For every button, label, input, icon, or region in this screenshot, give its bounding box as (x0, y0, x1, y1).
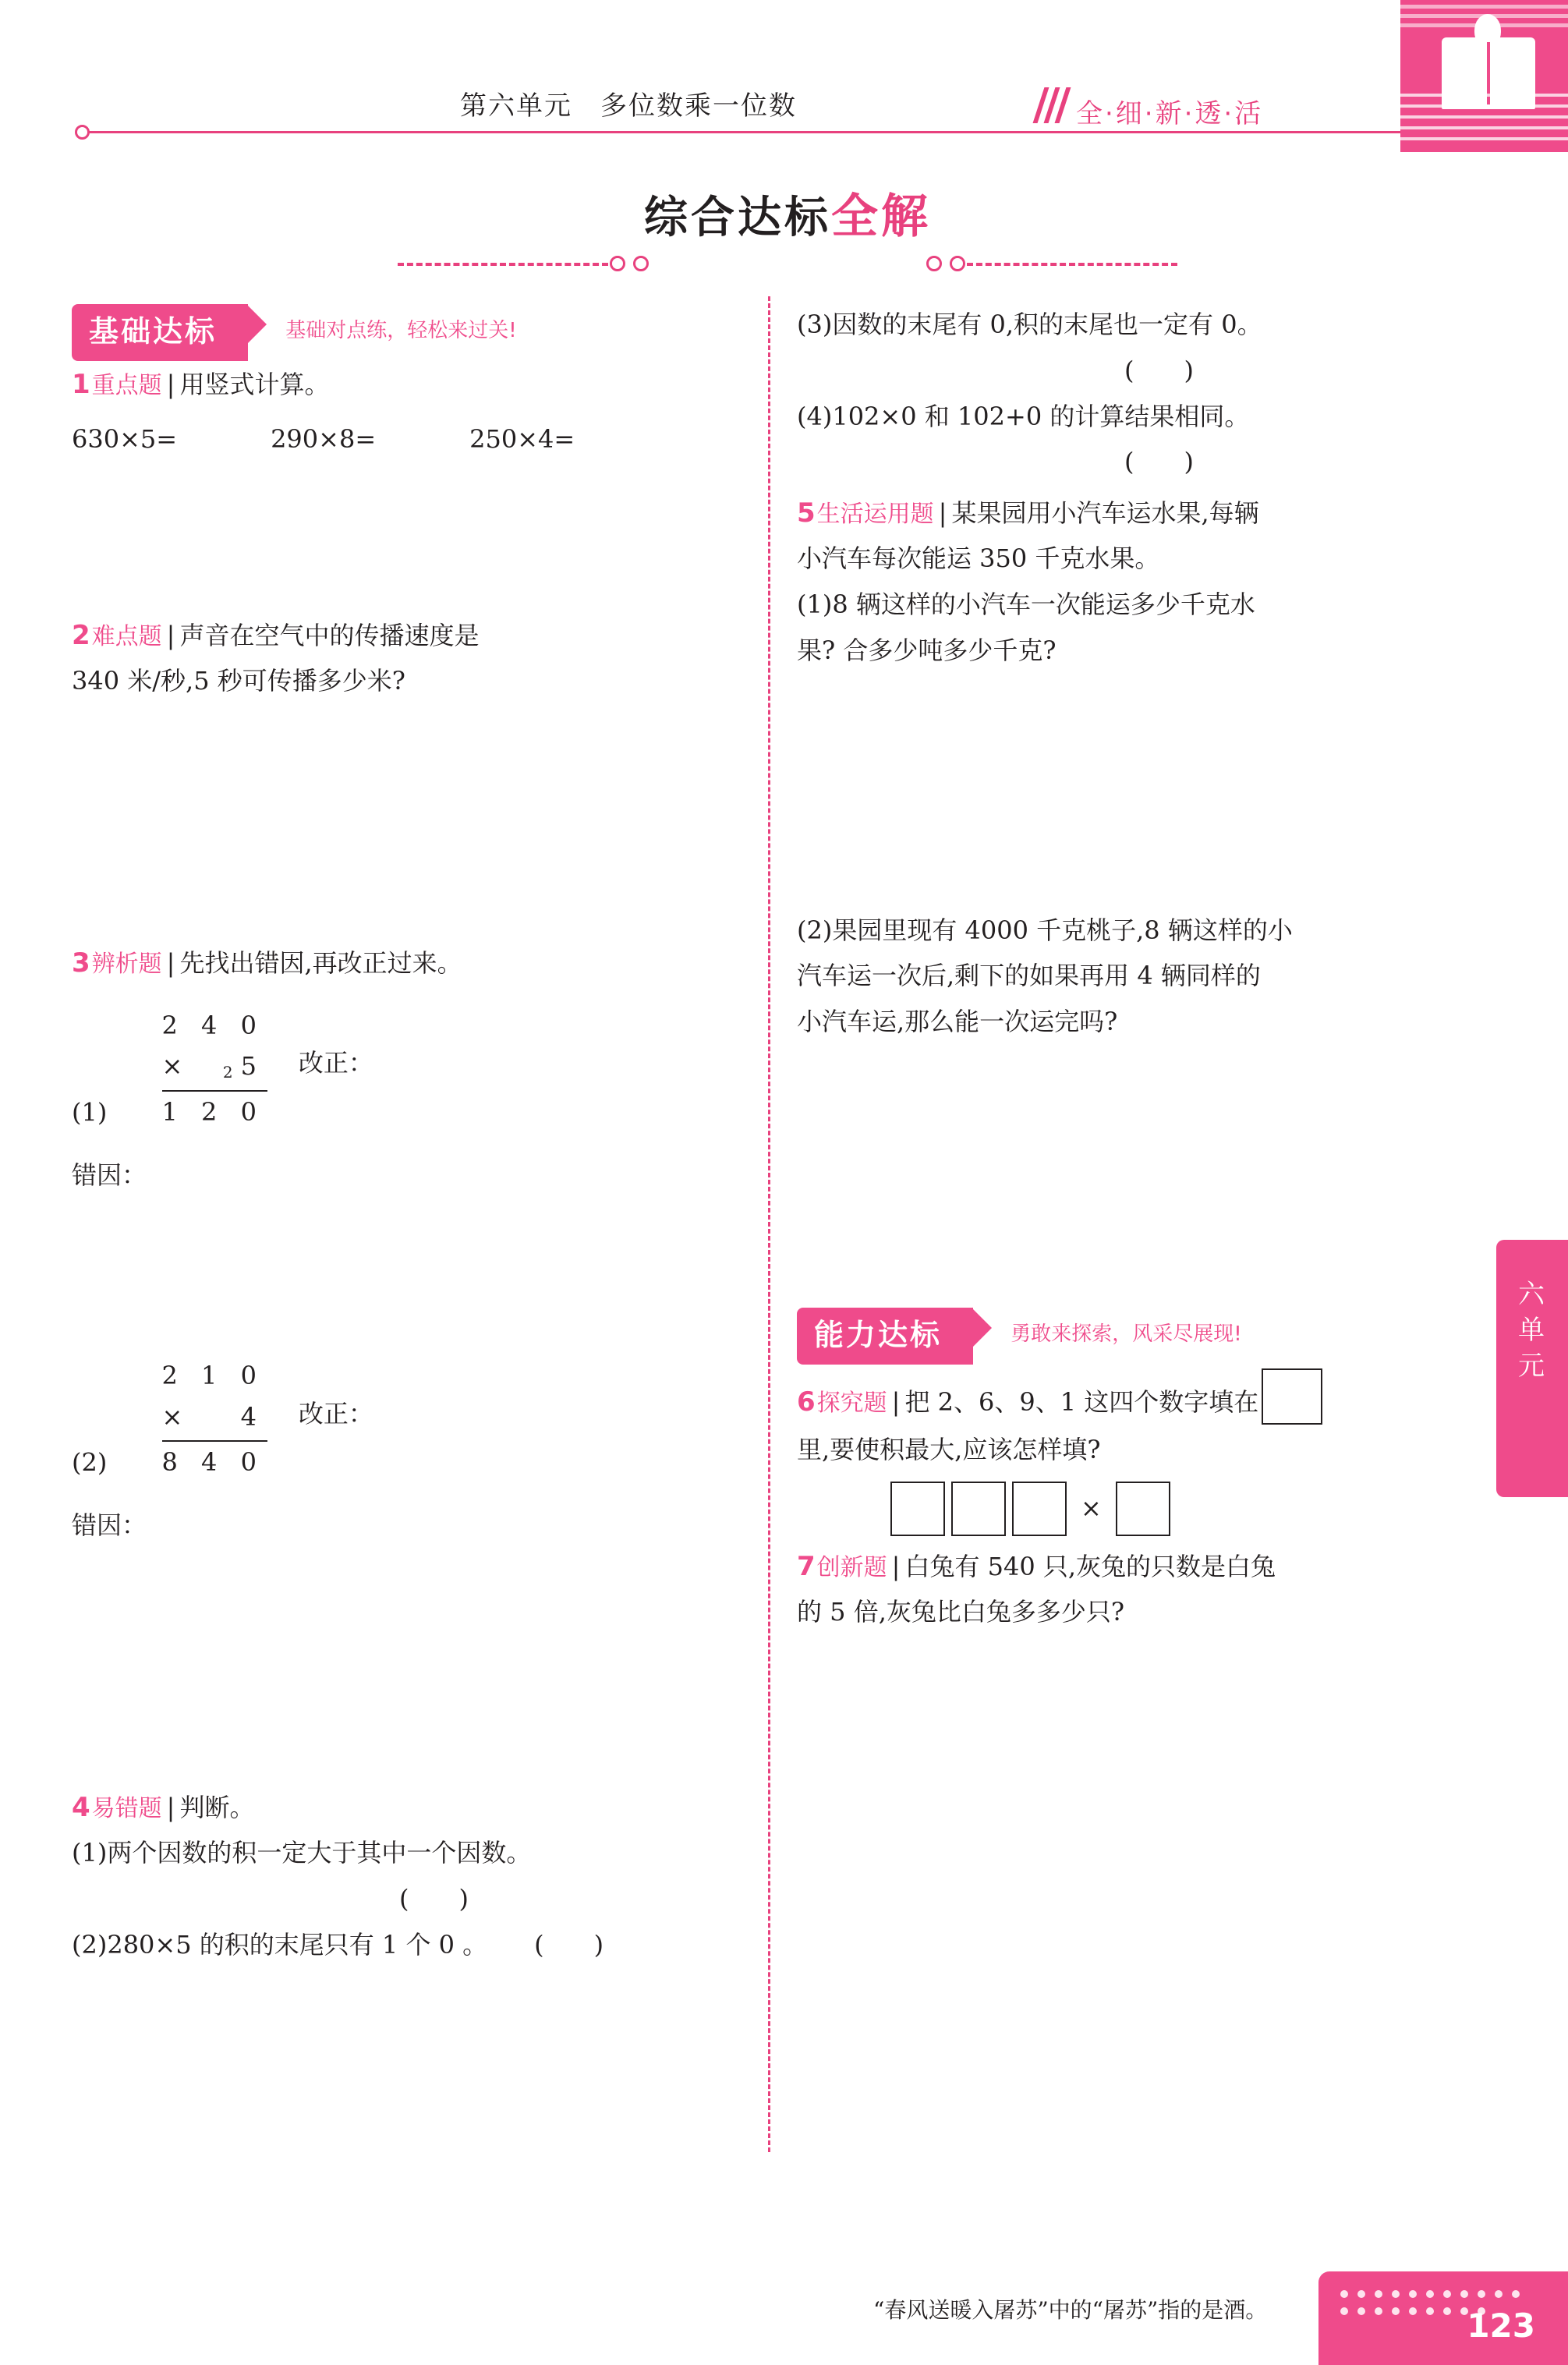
question-4-item-1-paren[interactable]: ( ) (399, 1883, 469, 1914)
section-title-main: 综合达标 (644, 193, 831, 243)
calc-1-sign: × (161, 1051, 183, 1082)
calc-1-mid: 5 (240, 1051, 264, 1082)
question-2-head: 2难点题 | 声音在空气中的传播速度是 (72, 619, 480, 651)
question-4-item-1-text: 两个因数的积一定大于其中一个因数。 (107, 1837, 532, 1868)
question-3-item-2 (72, 1344, 750, 1546)
question-3 (72, 944, 750, 1780)
vertical-calc-2 (162, 1355, 267, 1483)
answer-space-1[interactable] (72, 460, 750, 608)
calc-2-sign: × (161, 1401, 183, 1432)
answer-box-3[interactable] (1012, 1482, 1067, 1536)
question-4-item-4-text: 102×0 和 102+0 的计算结果相同。 (832, 401, 1250, 431)
question-7 (797, 1547, 1483, 1867)
question-3-item-1-correct[interactable]: 改正： (298, 1048, 373, 1078)
group-tag-ability: 能力达标 (797, 1308, 973, 1365)
expression-1: 630×5= (72, 424, 178, 454)
expression-2: 290×8= (271, 424, 377, 454)
question-4-item-4-paren[interactable]: ( ) (1124, 447, 1194, 477)
calc-1-operand (162, 1046, 267, 1092)
question-5-sub2-label: (2) (797, 915, 833, 945)
question-4-item-3-paren[interactable]: ( ) (1124, 355, 1194, 385)
answer-space-5b[interactable] (797, 1043, 1483, 1276)
question-5-head: 5生活运用题 | 某果园用小汽车运水果,每辆 (797, 497, 1259, 529)
question-5-sub2-line1: 果园里现有 4000 千克桃子,8 辆这样的小 (832, 915, 1293, 945)
answer-box-4[interactable] (1116, 1482, 1170, 1536)
question-6-head: 6探究题 | 把 2、6、9、1 这四个数字填在 (797, 1368, 1483, 1425)
group-subtitle-ability: 勇敢来探索，风采尽展现! (1011, 1322, 1242, 1346)
group-header-ability (797, 1308, 1483, 1354)
question-4-item-3-label: (3) (797, 310, 833, 339)
answer-box-1[interactable] (890, 1482, 945, 1536)
header-dot-decoration (75, 125, 90, 140)
question-2-line2: 340 米/秒,5 秒可传播多少米? (72, 665, 405, 696)
question-4-text: 判断。 (179, 1792, 255, 1822)
question-7-line1: 白兔有 540 只,灰兔的只数是白兔 (904, 1551, 1276, 1581)
footer-note: “春风送暖入屠苏”中的“屠苏”指的是酒。 (873, 2297, 1268, 2323)
right-column (797, 304, 1483, 1875)
banner-rule (390, 256, 1185, 273)
question-3-item-1-label: (1) (72, 1097, 108, 1128)
question-6-line2: 里,要使积最大,应该怎样填? (797, 1434, 1101, 1464)
group-tag-basic: 基础达标 (72, 304, 248, 361)
question-4-head: 4易错题 | 判断。 (72, 1791, 255, 1823)
answer-box-inline[interactable] (1262, 1368, 1322, 1425)
question-4-item-4 (797, 396, 1483, 437)
question-3-item-2-correct[interactable]: 改正： (298, 1398, 373, 1429)
question-7-line2: 的 5 倍,灰兔比白兔多多少只? (797, 1596, 1125, 1627)
vertical-calc-1 (162, 1005, 267, 1133)
question-5-line2: 小汽车每次能运 350 千克水果。 (797, 543, 1160, 574)
expression-3: 250×4= (469, 424, 575, 454)
section-title (390, 179, 1185, 246)
question-4-item-2-label: (2) (72, 1929, 108, 1960)
question-4-item-2 (72, 1924, 750, 1966)
question-5-sub1-label: (1) (797, 589, 833, 619)
question-1-type: 重点题 (91, 372, 162, 399)
group-subtitle-basic: 基础对点练，轻松来过关! (285, 319, 517, 342)
corner-rays-decoration (1400, 94, 1568, 152)
question-3-text: 先找出错因,再改正过来。 (179, 947, 462, 978)
section-banner (390, 179, 1185, 273)
question-2-type: 难点题 (91, 622, 162, 650)
question-3-item-1-reason[interactable]: 错因： (72, 1159, 147, 1190)
question-4-item-4-label: (4) (797, 401, 833, 431)
slash-decoration (1039, 87, 1070, 125)
question-5-sub1-line1: 8 辆这样的小汽车一次能运多少千克水 (832, 589, 1255, 619)
question-2 (72, 616, 750, 936)
question-4 (72, 1788, 750, 1965)
question-6 (797, 1368, 1483, 1536)
calc-2-operand (162, 1397, 267, 1443)
question-4-item-2-paren[interactable]: ( ) (534, 1929, 604, 1960)
calc-2-result: 8 4 0 (161, 1447, 264, 1478)
question-1-expressions (72, 419, 750, 460)
header-slogan: 全·细·新·透·活 (1076, 98, 1264, 129)
question-3-head: 3辨析题 | 先找出错因,再改正过来。 (72, 947, 462, 979)
question-5 (797, 494, 1483, 1276)
answer-box-2[interactable] (951, 1482, 1006, 1536)
question-5-sub2 (797, 910, 1483, 951)
question-1-head: 1重点题 | 用竖式计算。 (72, 369, 330, 400)
question-4-item-3-text: 因数的末尾有 0,积的末尾也一定有 0。 (832, 310, 1262, 339)
question-3-type: 辨析题 (91, 950, 162, 978)
question-4-item-1 (72, 1832, 750, 1874)
section-title-accent: 全解 (831, 189, 931, 244)
question-6-boxes (890, 1482, 1483, 1536)
multiply-symbol: × (1081, 1493, 1102, 1524)
question-4-item-3 (797, 304, 1483, 345)
question-5-sub2-line2: 汽车运一次后,剩下的如果再用 4 辆同样的 (797, 961, 1261, 991)
question-7-number: 7 (797, 1550, 816, 1582)
question-4-type: 易错题 (91, 1794, 162, 1822)
question-5-sub2-line3: 小汽车运,那么能一次运完吗? (797, 1007, 1118, 1037)
question-3-item-2-reason[interactable]: 错因： (72, 1510, 147, 1541)
question-5-number: 5 (797, 497, 816, 529)
calc-1-result: 1 2 0 (161, 1097, 264, 1128)
question-2-line1: 声音在空气中的传播速度是 (179, 620, 480, 650)
answer-space-2[interactable] (72, 702, 750, 936)
question-3-item-2-label: (2) (72, 1447, 108, 1478)
column-divider (768, 296, 770, 2152)
answer-space-3a[interactable] (72, 1196, 750, 1344)
calc-1-top: 2 4 0 (161, 1010, 264, 1040)
question-1-number: 1 (72, 369, 90, 400)
question-3-item-1 (72, 994, 750, 1196)
bottom-ornament (1318, 2271, 1568, 2365)
group-header-basic (72, 304, 750, 351)
question-5-type: 生活运用题 (816, 501, 934, 529)
question-4-number: 4 (72, 1791, 90, 1823)
question-7-type: 创新题 (816, 1553, 887, 1581)
question-1 (72, 365, 750, 608)
question-4-item-4-answer[interactable] (797, 441, 1483, 483)
question-6-line1: 把 2、6、9、1 这四个数字填在 (904, 1386, 1259, 1417)
answer-space-3b[interactable] (72, 1546, 750, 1780)
unit-title: 第六单元 多位数乘一位数 (460, 90, 797, 122)
question-5-sub1-line2: 果? 合多少吨多少千克? (797, 635, 1057, 665)
question-5-sub1 (797, 584, 1483, 625)
calc-2-top: 2 1 0 (161, 1360, 264, 1390)
question-4-item-1-label: (1) (72, 1837, 108, 1868)
question-3-number: 3 (72, 947, 90, 979)
question-7-head: 7创新题 | 白兔有 540 只,灰兔的只数是白兔 (797, 1550, 1276, 1582)
side-tab-unit: 六 单 元 (1496, 1240, 1568, 1497)
question-2-number: 2 (72, 619, 90, 651)
question-4-item-2-text: 280×5 的积的末尾只有 1 个 0 。 (107, 1929, 488, 1960)
answer-space-5a[interactable] (797, 671, 1483, 905)
header-divider (84, 131, 1457, 133)
page-number: 123 (1467, 2307, 1535, 2345)
question-4-item-1-answer[interactable] (72, 1878, 750, 1920)
answer-space-7[interactable] (797, 1633, 1483, 1867)
question-6-type: 探究题 (816, 1389, 887, 1417)
question-5-line1: 某果园用小汽车运水果,每辆 (951, 498, 1259, 529)
calc-1-carry: 2 (222, 1063, 241, 1082)
question-1-text: 用竖式计算。 (179, 370, 330, 399)
question-4-item-3-answer[interactable] (797, 350, 1483, 391)
calc-2-mid: 4 (240, 1401, 264, 1432)
question-6-number: 6 (797, 1386, 816, 1418)
left-column (72, 304, 750, 1973)
